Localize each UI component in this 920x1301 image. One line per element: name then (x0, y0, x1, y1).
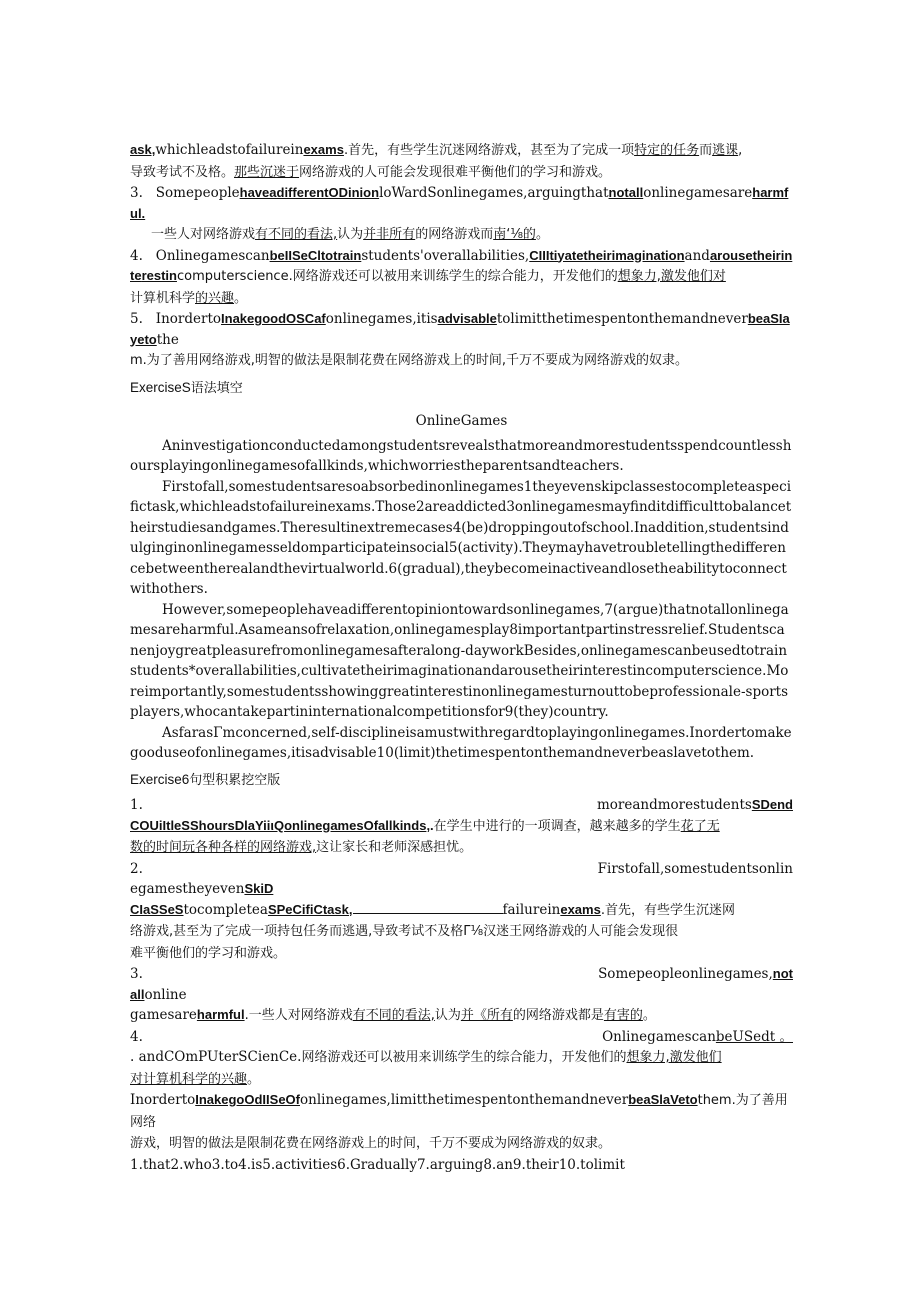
passage-paragraph-2: Firstofall,somestudentsaresoabsorbedinonlinegames1theyevenskipclassestocompleteaspecifictask,whichleadstofailureinexams.Those2areaddicted3onlinegamesmayfinditdifficulttobalancetheirstudiesandgames.Theresultinextremecases4(be)droppingoutofschool.Inaddition,studentsindulginginonlinegamesseldomparticipateinsocial5(activity).Theymayhavetroubletellingthedifferencebetweentherealandthevirtualworld.6(gradual),theybecomeinactiveandlosetheabilitytoconnectwithothers. (130, 478, 792, 597)
sentence-1-line3: 数的时间玩各种各样的网络游戏,这让家长和老师深感担忧。 (130, 840, 473, 855)
sentence-2-line4: 络游戏,甚至为了完成一项持包任务而逃遇,导致考试不及格Γ⅛汉迷王网络游戏的人可能会发现很 (130, 924, 679, 939)
sentence-3-line3: gamesareharmful.一些人对网络游戏有不同的看法,认为并《所有的网络游戏都是有害的。 (130, 1007, 656, 1023)
sentence-3-row: 3. Somepeopleonlinegames,not (130, 966, 793, 982)
list-item-4: 4. OnlinegamescanbeIISeCltotrainstudents'overallabilities,CIIItiyatetheirimaginationandarousetheirinterestincomputerscience.网络游戏还可以被用来训练学生的综合能力，开发他们的想象力,激发他们对 (130, 247, 793, 284)
paragraph-intro-cont-2: 导致考试不及格。那些沉迷于网络游戏的人可能会发现很难平衡他们的学习和游戏。 (130, 164, 612, 180)
list-item-5-cont: m.为了善用网络游戏,明智的做法是限制花费在网络游戏上的时间,千万不要成为网络游戏的奴隶。 (130, 353, 689, 368)
passage-paragraph-3: However,somepeoplehaveadifferentopiniontowardsonlinegames,7(argue)thatnotallonlinegamesareharmful.Asameansofrelaxation,onlinegamesplay8importantpartinstressrelief.Studentscanenjoygreatpleasurefromonlinegamesafteralong-dayworkBesides,onlinegamescanbeusedtotrainstudents*overallabilities,cultivatetheirimaginationandarousetheirinterestincomputerscience.Moreimportantly,somestudentsshowinggreatinterestinonlinegamesturnouttobeprofessionale-sportsplayers,whocantakepartininternationalcompetitionsfor9(they)country. (130, 601, 789, 720)
paragraph-intro-cont: ask,whichleadstofailureinexams.首先，有些学生沉迷网络游戏，甚至为了完成一项特定的任务而逃课, (130, 142, 743, 158)
list-item-3-translation: 一些人对网络游戏有不同的看法,认为并非所有的网络游戏而南‘⅛的。 (151, 227, 549, 242)
passage-title: OnlineGames (415, 413, 508, 429)
sentence-3-line2: allonline (130, 986, 187, 1003)
sentence-4-line2: . andCOmPUterSCienCe.网络游戏还可以被用来训练学生的综合能力，开发他们的想象力,激发他们 (130, 1049, 722, 1065)
passage-paragraph-4: AsfarasΓmconcerned,self-disciplineisamustwithregardtoplayingonlinegames.Inordertomakegooduseofonlinegames,itisadvisable10(limit)thetimespentonthemandneverbeaslavetothem. (130, 724, 792, 761)
passage-paragraph-1: Aninvestigationconductedamongstudentsrevealsthatmoreandmorestudentsspendcountlesshoursplayingonlinegamesofallkinds,whichworriestheparentsandteachers. (130, 437, 792, 474)
sentence-5: InordertoInakegoOdIISeOfonlinegames,limitthetimespentonthemandneverbeaSlaVetothem.为了善用网络 (130, 1092, 788, 1130)
sentence-1-line2: COUiItleSShoursDlaYiiιQonlinegamesOfallkinds,.在学生中进行的一项调查，越来越多的学生花了无 (130, 817, 720, 834)
sentence-2-line2: egamestheyevenSkiD (130, 881, 274, 897)
sentence-4-line3: 对计算机科学的兴趣。 (130, 1071, 261, 1087)
sentence-2-line3: CIaSSeStocompleteaSPeCifiCtask, failureinexams.首先，有些学生沉迷网 (130, 901, 735, 918)
sentence-2-line5: 难平衡他们的学习和游戏。 (130, 945, 287, 961)
answer-key: 1.that2.who3.to4.is5.activities6.Gradually7.arguing8.an9.their10.tolimit (130, 1156, 625, 1173)
list-item-5: 5. InordertoInakegoodOSCafonlinegames,itisadvisabletolimitthetimespentonthemandneverbeaSIayetothe (130, 311, 790, 348)
list-item-3: 3. SomepeoplehaveadifferentODinionloWardSonlinegames,arguingthatnotallonlinegamesareharmful. (130, 185, 789, 221)
sentence-2-row: 2. Firstofall,somestudentsonlin (130, 860, 793, 877)
sentence-5-line2: 游戏，明智的做法是限制花费在网络游戏上的时间，千万不要成为网络游戏的奴隶。 (130, 1136, 612, 1151)
exercise5-heading: ExerciseS语法填空 (130, 379, 243, 396)
fill-blank (353, 900, 503, 914)
sentence-1-row: 1. moreandmorestudentsSDend (130, 797, 793, 813)
sentence-4-row: 4. OnlinegamescanbeUSedt 。 (130, 1028, 793, 1045)
list-item-4-cont: 计算机科学的兴趣。 (130, 290, 248, 306)
exercise6-heading: Exercise6句型积累挖空版 (130, 771, 281, 788)
document-page (130, 140, 793, 1175)
